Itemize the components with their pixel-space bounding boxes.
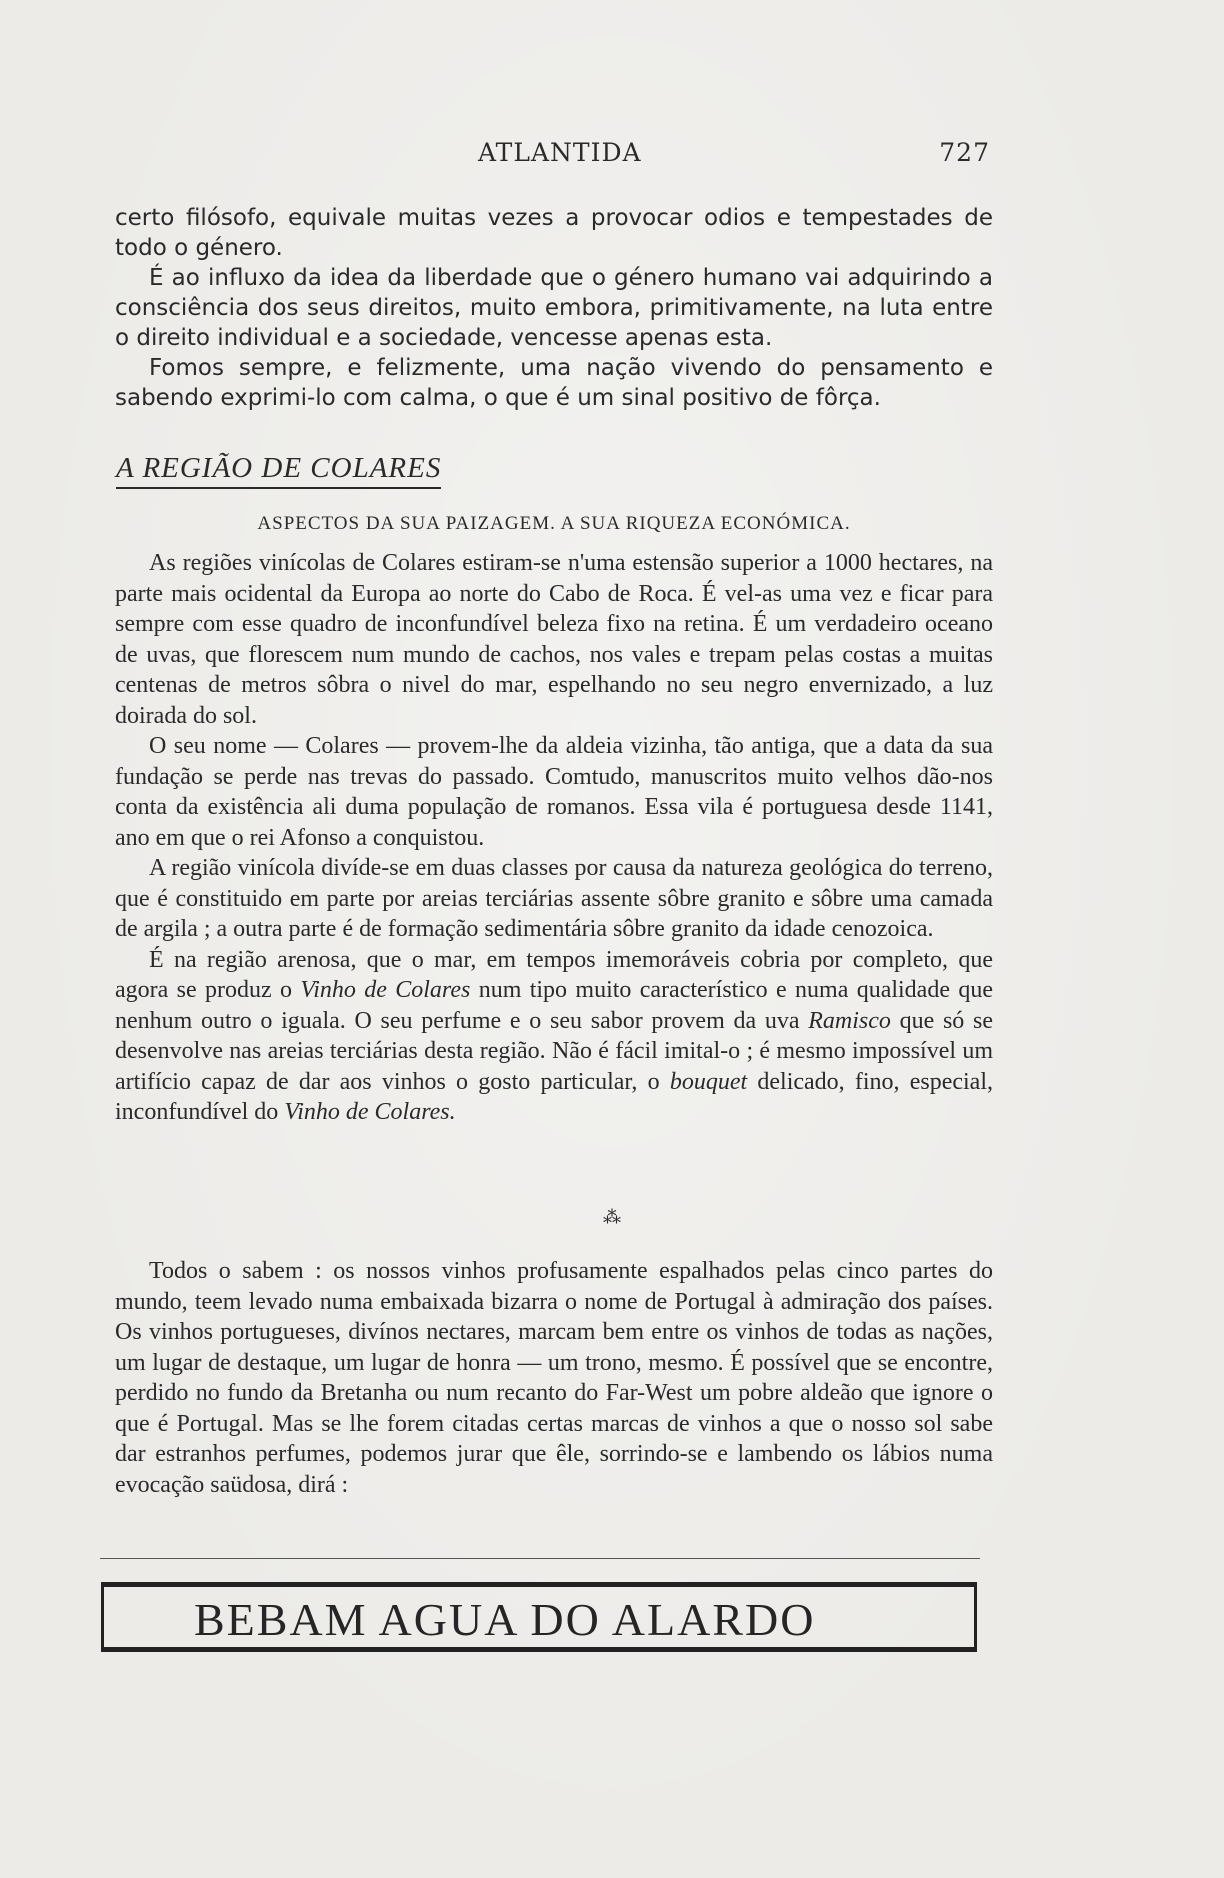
body-p4-text-a: É na região arenosa, que o mar, em tempos imemoráveis cobria por completo, que agora se produz o (115, 946, 993, 1003)
bouquet-emphasis: bouquet (669, 1068, 748, 1095)
closing-paragraph: Todos o sabem : os nossos vinhos profusamente espalhados pelas cinco partes do mundo, teem levado numa embaixada bizarra o nome de Portugal à admiração dos países. Os vinhos portugueses, divínos nectares, marcam bem entre os vinhos de todas as nações, um lugar de destaque, um lugar de honra — um trono, mesmo. É possível que se encontre, perdido no fundo da Bretanha ou num recanto do Far-West um pobre aldeão que ignore o que é Portugal. Mas se lhe forem citadas certas marcas de vinhos a que o nosso sol sabe dar estranhos perfumes, podemos jurar que êle, sorrindo-se e lambendo os lábios numa evocação saüdosa, dirá : (115, 1258, 993, 1498)
intro-paragraph-3: Fomos sempre, e felizmente, uma nação vivendo do pensamento e sabendo exprimi-lo com calma, o que é um sinal positivo de fôrça. (115, 355, 993, 411)
asterism-divider: ⁂ (603, 1207, 621, 1228)
wine-name-emphasis: Vinho de Colares (300, 977, 471, 1003)
body-paragraph-3: A região vinícola divíde-se em duas classes por causa da natureza geológica do terreno, que é constituido em parte por areias terciárias assente sôbre granito e sôbre uma camada de argila ; a outra parte é de formação sedimentária sôbre granito da idade cenozoica. (115, 855, 993, 942)
section-title: A REGIÃO DE COLARES (116, 452, 441, 489)
running-title: ATLANTIDA (478, 138, 642, 167)
body-p4-text-b: num tipo muito característico e numa qualidade que nenhum outro o iguala. O seu perfume e o seu sabor provem da uva (115, 977, 993, 1034)
body-p4-text-c: que só se desenvolve nas areias terciárias desta região. Não é fácil imital-o ; é mesmo impossível um artifício capaz de dar aos vinhos o gosto particular, o (115, 1007, 993, 1095)
grape-name-emphasis: Ramisco (808, 1007, 891, 1034)
divider-rule (100, 1558, 980, 1559)
advertisement-text: BEBAM AGUA DO ALARDO (194, 1594, 816, 1645)
intro-paragraph-2: É ao influxo da idea da liberdade que o género humano vai adquirindo a consciência dos seus direitos, muito embora, primitivamente, na luta entre o direito individual e a sociedade, vencesse apenas esta. (115, 265, 993, 351)
section-subtitle: ASPECTOS DA SUA PAIZAGEM. A SUA RIQUEZA ECONÓMICA. (257, 513, 851, 534)
advertisement-box (101, 1582, 977, 1652)
intro-text (115, 203, 993, 413)
body-p4-text-d: delicado, fino, especial, inconfundível do (115, 1068, 994, 1125)
closing-text (115, 1256, 993, 1500)
body-paragraph-2: O seu nome — Colares — provem-lhe da aldeia vizinha, tão antiga, que a data da sua fundação se perde nas trevas do passado. Comtudo, manuscritos muito velhos dão-nos conta da existência ali duma população de romanos. Essa vila é portuguesa desde 1141, ano em que o rei Afonso a conquistou. (115, 733, 993, 851)
intro-paragraph-1: certo filósofo, equivale muitas vezes a provocar odios e tempestades de todo o género. (115, 205, 993, 261)
body-paragraph-1: As regiões vinícolas de Colares estiram-se n'uma estensão superior a 1000 hectares, na parte mais ocidental da Europa ao norte do Cabo de Roca. É vel-as uma vez e ficar para sempre com esse quadro de inconfundível beleza fixo na retina. É um verdadeiro oceano de uvas, que florescem num mundo de cachos, nos vales e trepam pelas costas a muitas centenas de metros sôbra o nivel do mar, espelhando no seu negro envernizado, a luz doirada do sol. (115, 550, 993, 729)
running-header (110, 138, 990, 178)
article-body (115, 548, 993, 1128)
page-number: 727 (939, 138, 990, 167)
wine-name-emphasis-2: Vinho de Colares. (284, 1099, 456, 1125)
body-paragraph-4 (115, 945, 993, 1128)
